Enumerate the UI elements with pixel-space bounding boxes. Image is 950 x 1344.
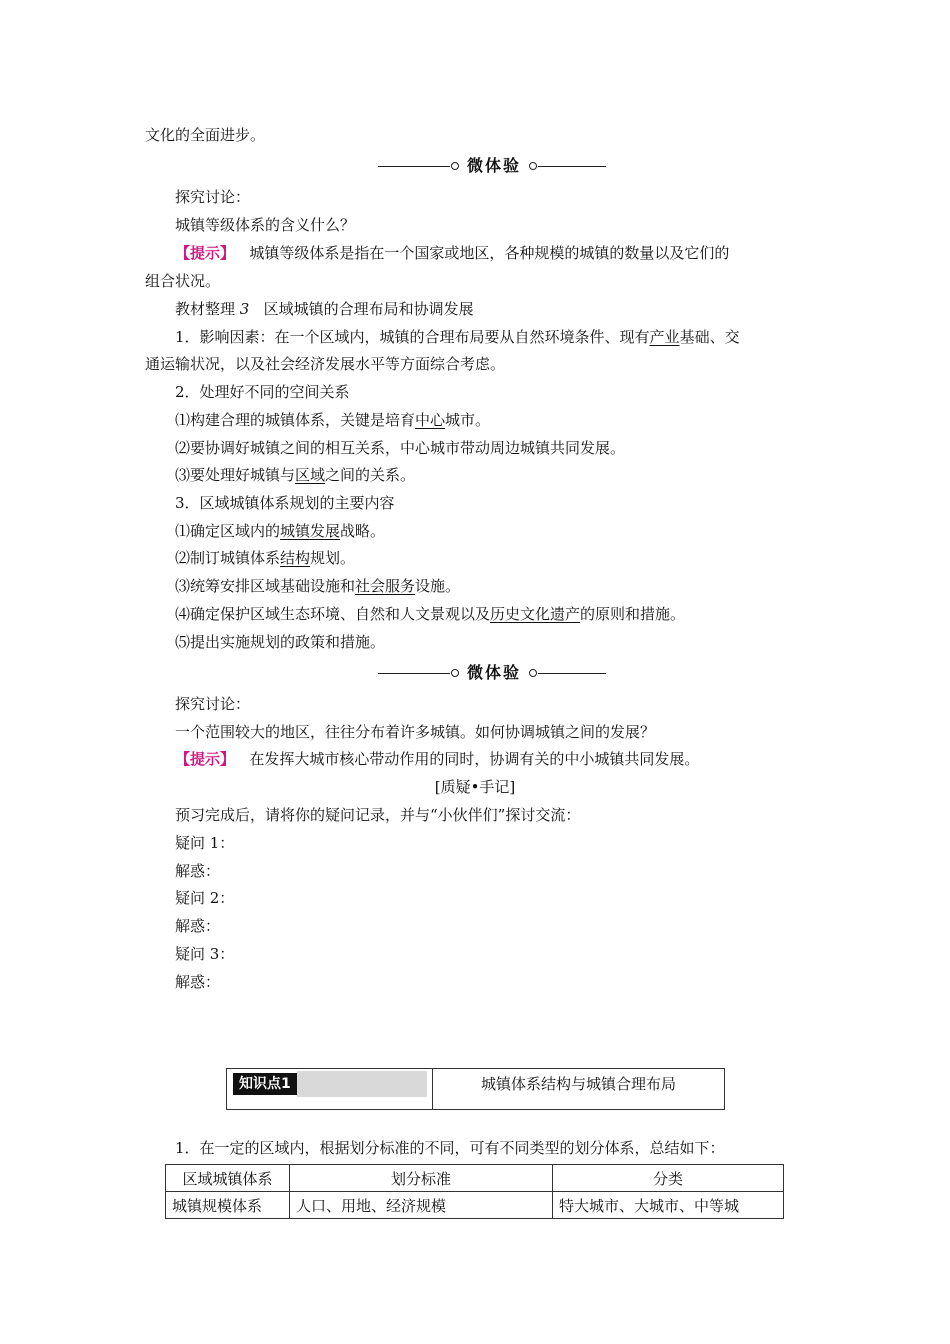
- text-line: 3．区域城镇体系规划的主要内容: [175, 494, 395, 512]
- text-line: 文化的全面进步。: [145, 126, 266, 144]
- table-cell: 人口、用地、经济规模: [290, 1192, 553, 1219]
- hint-label: 【提示】: [175, 244, 236, 262]
- table-header-cell: 区域城镇体系: [166, 1165, 290, 1192]
- section-divider: [378, 663, 606, 683]
- knowledge-point-title: 城镇体系结构与城镇合理布局: [480, 1075, 676, 1093]
- text-line: 探究讨论：: [175, 188, 251, 206]
- table-cell: 城镇规模体系: [166, 1192, 290, 1219]
- knowledge-point-box: [226, 1068, 725, 1110]
- question-line: 疑问 2：: [175, 889, 235, 907]
- text-line: ⑵制订城镇体系结构规划。: [175, 549, 356, 567]
- table-header-cell: 划分标准: [290, 1165, 553, 1192]
- table-header-row: [166, 1165, 784, 1192]
- section-divider: [378, 156, 606, 176]
- knowledge-point-badge: 知识点1: [233, 1073, 297, 1095]
- text-line: 探究讨论：: [175, 695, 251, 713]
- text-line: ⑵要协调好城镇之间的相互关系，中心城市带动周边城镇共同发展。: [175, 439, 626, 457]
- text-line: ⑶要处理好城镇与区域之间的关系。: [175, 466, 416, 484]
- table-row: [166, 1192, 784, 1219]
- text-line: 预习完成后，请将你的疑问记录，并与“小伙伴们”探讨交流：: [175, 806, 581, 824]
- text-line: 1．在一定的区域内，根据划分标准的不同，可有不同类型的划分体系，总结如下：: [175, 1139, 725, 1157]
- answer-line: 解惑：: [175, 862, 221, 880]
- text-line: 城镇等级体系的含义什么？: [175, 216, 356, 234]
- question-line: 疑问 1：: [175, 834, 235, 852]
- text-line: ⑴确定区域内的城镇发展战略。: [175, 522, 386, 540]
- hint-line: 【提示】 在发挥大城市核心带动作用的同时，协调有关的中小城镇共同发展。: [175, 750, 700, 768]
- question-line: 疑问 3：: [175, 945, 235, 963]
- summary-table: [165, 1164, 784, 1219]
- divider-title: 微体验: [466, 663, 521, 682]
- table-header-cell: 分类: [553, 1165, 784, 1192]
- text-line: ⑴构建合理的城镇体系，关键是培育中心城市。: [175, 411, 491, 429]
- text-line: 通运输状况，以及社会经济发展水平等方面综合考虑。: [145, 355, 506, 373]
- text-line: 2．处理好不同的空间关系: [175, 383, 350, 401]
- hint-line: 【提示】 城镇等级体系是指在一个国家或地区，各种规模的城镇的数量以及它们的: [175, 244, 730, 262]
- answer-line: 解惑：: [175, 973, 221, 991]
- divider-title: 微体验: [466, 156, 521, 175]
- answer-line: 解惑：: [175, 917, 221, 935]
- table-cell: 特大城市、大城市、中等城: [553, 1192, 784, 1219]
- hint-label: 【提示】: [175, 750, 236, 768]
- text-line: ⑶统筹安排区域基础设施和社会服务设施。: [175, 577, 461, 595]
- section-heading: 教材整理 3 区域城镇的合理布局和协调发展: [175, 300, 474, 318]
- notes-heading: [质疑•手记]: [434, 778, 516, 796]
- text-line: 一个范围较大的地区，往往分布着许多城镇。如何协调城镇之间的发展？: [175, 723, 656, 741]
- text-line: ⑸提出实施规划的政策和措施。: [175, 633, 386, 651]
- text-line: 组合状况。: [145, 272, 221, 290]
- text-line: ⑷确定保护区域生态环境、自然和人文景观以及历史文化遗产的原则和措施。: [175, 605, 686, 623]
- text-line: 1．影响因素：在一个区域内，城镇的合理布局要从自然环境条件、现有产业基础、交: [175, 328, 740, 346]
